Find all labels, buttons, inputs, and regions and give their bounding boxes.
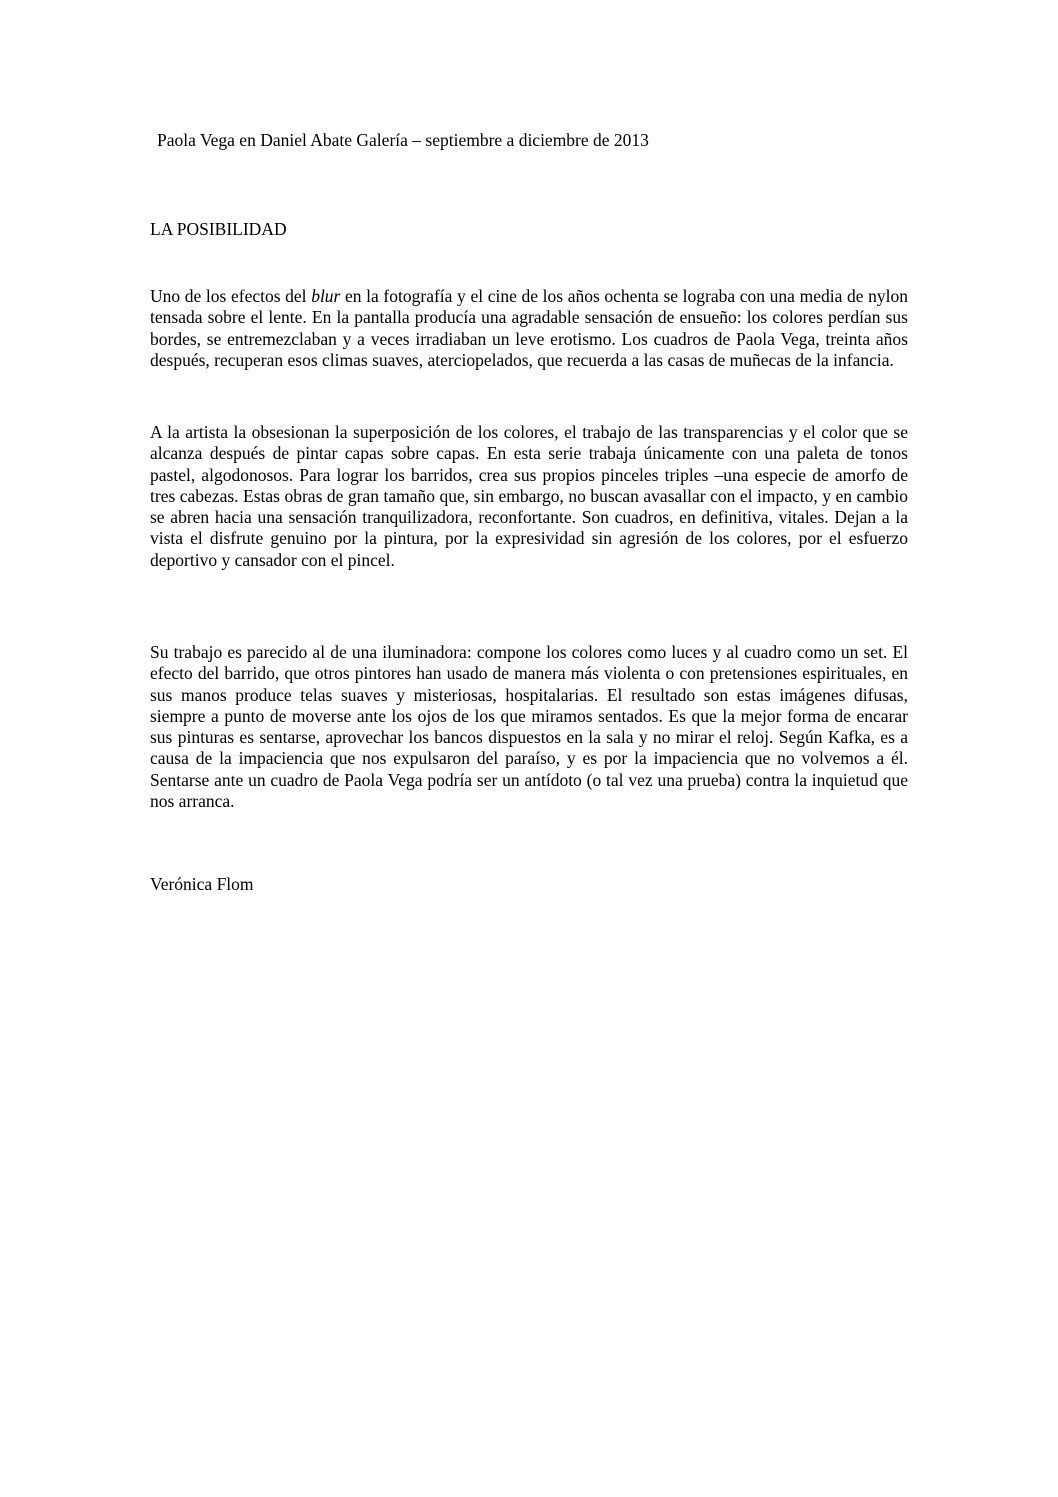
- paragraph-1-emphasis: blur: [311, 286, 341, 306]
- paragraph-2: A la artista la obsesionan la superposición de los colores, el trabajo de las transparencias y el color que se alcanza después de pintar capas sobre capas. En esta serie trabaja únicamente con una paleta de tonos pastel, algodonosos. Para lograr los barridos, crea sus propios pinceles triples –una especie de amorfo de tres cabezas. Estas obras de gran tamaño que, sin embargo, no buscan avasallar con el impacto, y en cambio se abren hacia una sensación tranquilizadora, reconfortante. Son cuadros, en definitiva, vitales. Dejan a la vista el disfrute genuino por la pintura, por la expresividad sin agresión de los colores, por el esfuerzo deportivo y cansador con el pincel.: [150, 422, 908, 570]
- document-header: Paola Vega en Daniel Abate Galería – septiembre a diciembre de 2013: [157, 130, 649, 150]
- document-title: LA POSIBILIDAD: [150, 219, 287, 239]
- paragraph-1-text-start: Uno de los efectos del: [150, 286, 312, 306]
- paragraph-1-text-end: en la fotografía y el cine de los años ochenta se lograba con una media de nylon tensada sobre el lente. En la pantalla producía una agradable sensación de ensueño: los colores perdían sus bordes, se entremezclaban y a veces irradiaban un leve erotismo. Los cuadros de Paola Vega, treinta años después, recuperan esos climas suaves, aterciopelados, que recuerda a las casas de muñecas de la infancia.: [150, 286, 908, 370]
- paragraph-1: [150, 286, 908, 371]
- author-signature: Verónica Flom: [150, 874, 254, 894]
- paragraph-3: Su trabajo es parecido al de una iluminadora: compone los colores como luces y al cuadro como un set. El efecto del barrido, que otros pintores han usado de manera más violenta o con pretensiones espirituales, en sus manos produce telas suaves y misteriosas, hospitalarias. El resultado son estas imágenes difusas, siempre a punto de moverse ante los ojos de los que miramos sentados. Es que la mejor forma de encarar sus pinturas es sentarse, aprovechar los bancos dispuestos en la sala y no mirar el reloj. Según Kafka, es a causa de la impaciencia que nos expulsaron del paraíso, y es por la impaciencia que no volvemos a él. Sentarse ante un cuadro de Paola Vega podría ser un antídoto (o tal vez una prueba) contra la inquietud que nos arranca.: [150, 642, 908, 812]
